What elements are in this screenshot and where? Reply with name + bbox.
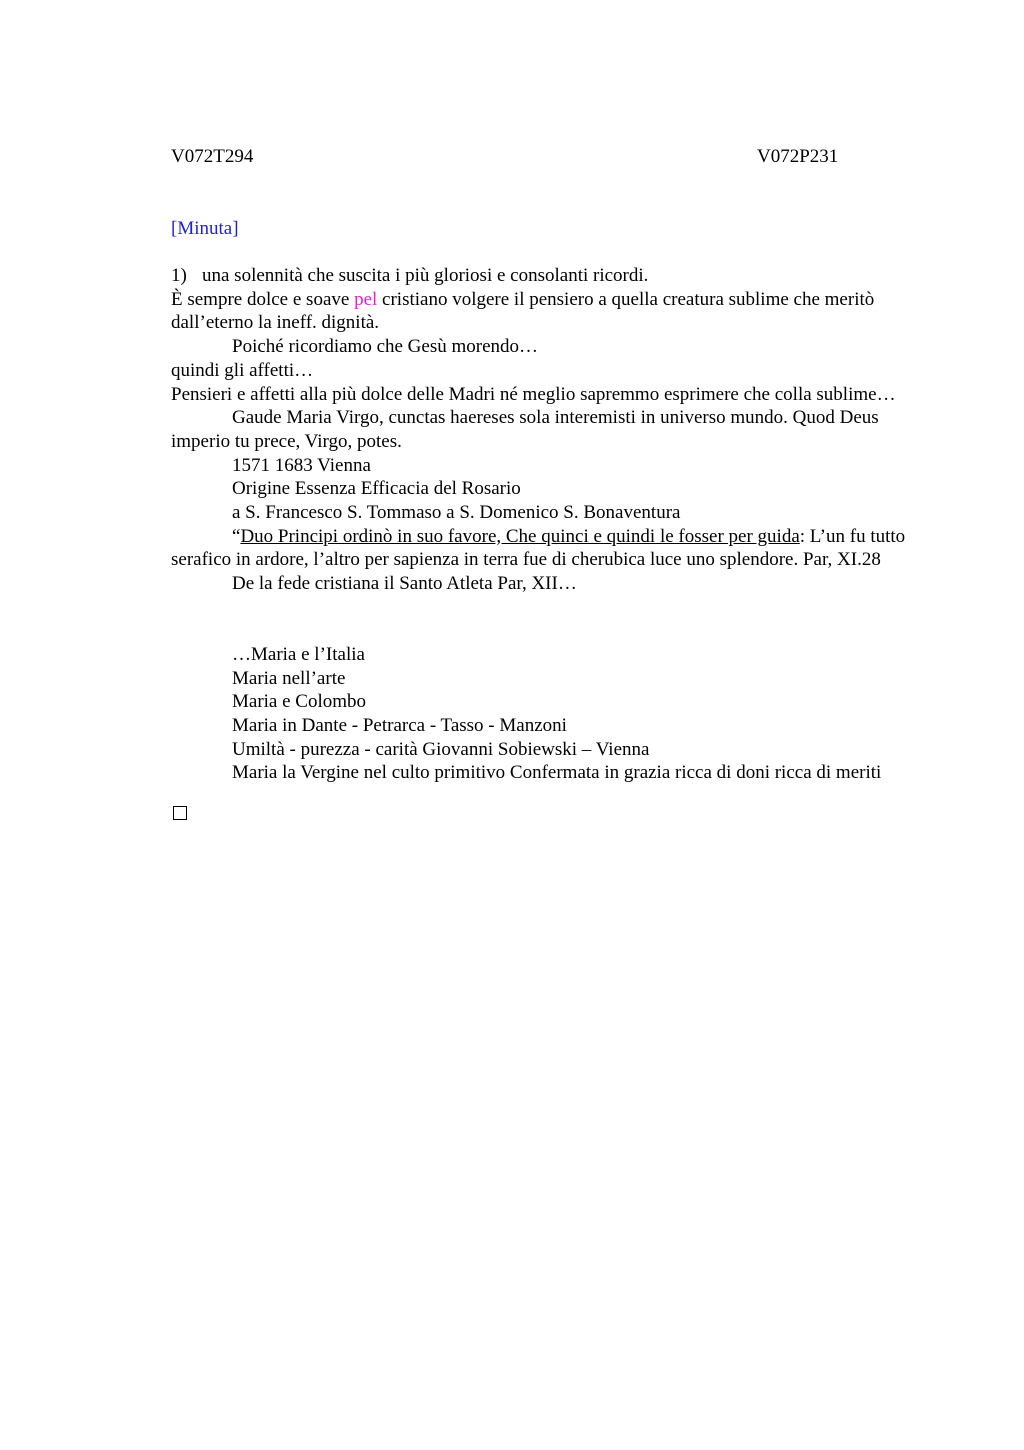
code-right: V072P231 [757,146,839,167]
text-span: cristiano volgere il pensiero a quella creatura sublime che meritò dall’eterno la ineff. dignità. [171,288,875,334]
text-line: Umiltà - purezza - carità Giovanni Sobiewski – Vienna [232,738,650,760]
document-codes [171,145,923,169]
text-line [171,264,923,288]
text-line: Maria nell’arte [232,667,346,689]
text-line: De la fede cristiana il Santo Atleta Par, XII… [232,573,577,595]
text-line: Pensieri e affetti alla più dolce delle Madri né meglio sapremmo esprimere che colla sublime… [171,383,896,405]
text-line [171,288,923,335]
text-line: Maria in Dante - Petrarca - Tasso - Manzoni [232,714,567,736]
checkbox-symbol [173,806,187,820]
text-line: a S. Francesco S. Tommaso a S. Domenico S. Bonaventura [232,502,681,524]
text-line: …Maria e l’Italia [232,643,365,665]
dante-quote [171,525,923,572]
text-span: : L’un fu tutto serafico in ardore, l’altro per sapienza in terra fue di cherubica luce uno splendore. Par, XI.28 [171,525,906,571]
text-line: 1571 1683 Vienna [232,454,371,476]
text-span: una solennità che suscita i più gloriosi e consolanti ricordi. [202,265,649,286]
code-left: V072T294 [171,146,254,167]
text-line: Poiché ricordiamo che Gesù morendo… [232,336,539,358]
text-line: Maria la Vergine nel culto primitivo Confermata in grazia ricca di doni ricca di meriti [232,762,882,784]
text-line: Origine Essenza Efficacia del Rosario [232,478,521,500]
latin-quote: Gaude Maria Virgo, cunctas haereses sola interemisti in universo mundo. Quod Deus imperio tu prece, Virgo, potes. [171,407,879,452]
text-line: Maria e Colombo [232,691,367,713]
text-span: È sempre dolce e soave [171,288,355,310]
document-body [171,264,923,785]
item-number: 1) [171,265,187,286]
quote-mark: “ [232,525,241,547]
text-line: quindi gli affetti… [171,359,314,381]
document-page [171,145,923,820]
highlighted-word: pel [354,288,378,310]
spacer [171,596,923,643]
underlined-text: Duo Principi ordinò in suo favore, Che quinci e quindi le fosser per guida [240,525,800,547]
minuta-label: [Minuta] [171,218,239,239]
